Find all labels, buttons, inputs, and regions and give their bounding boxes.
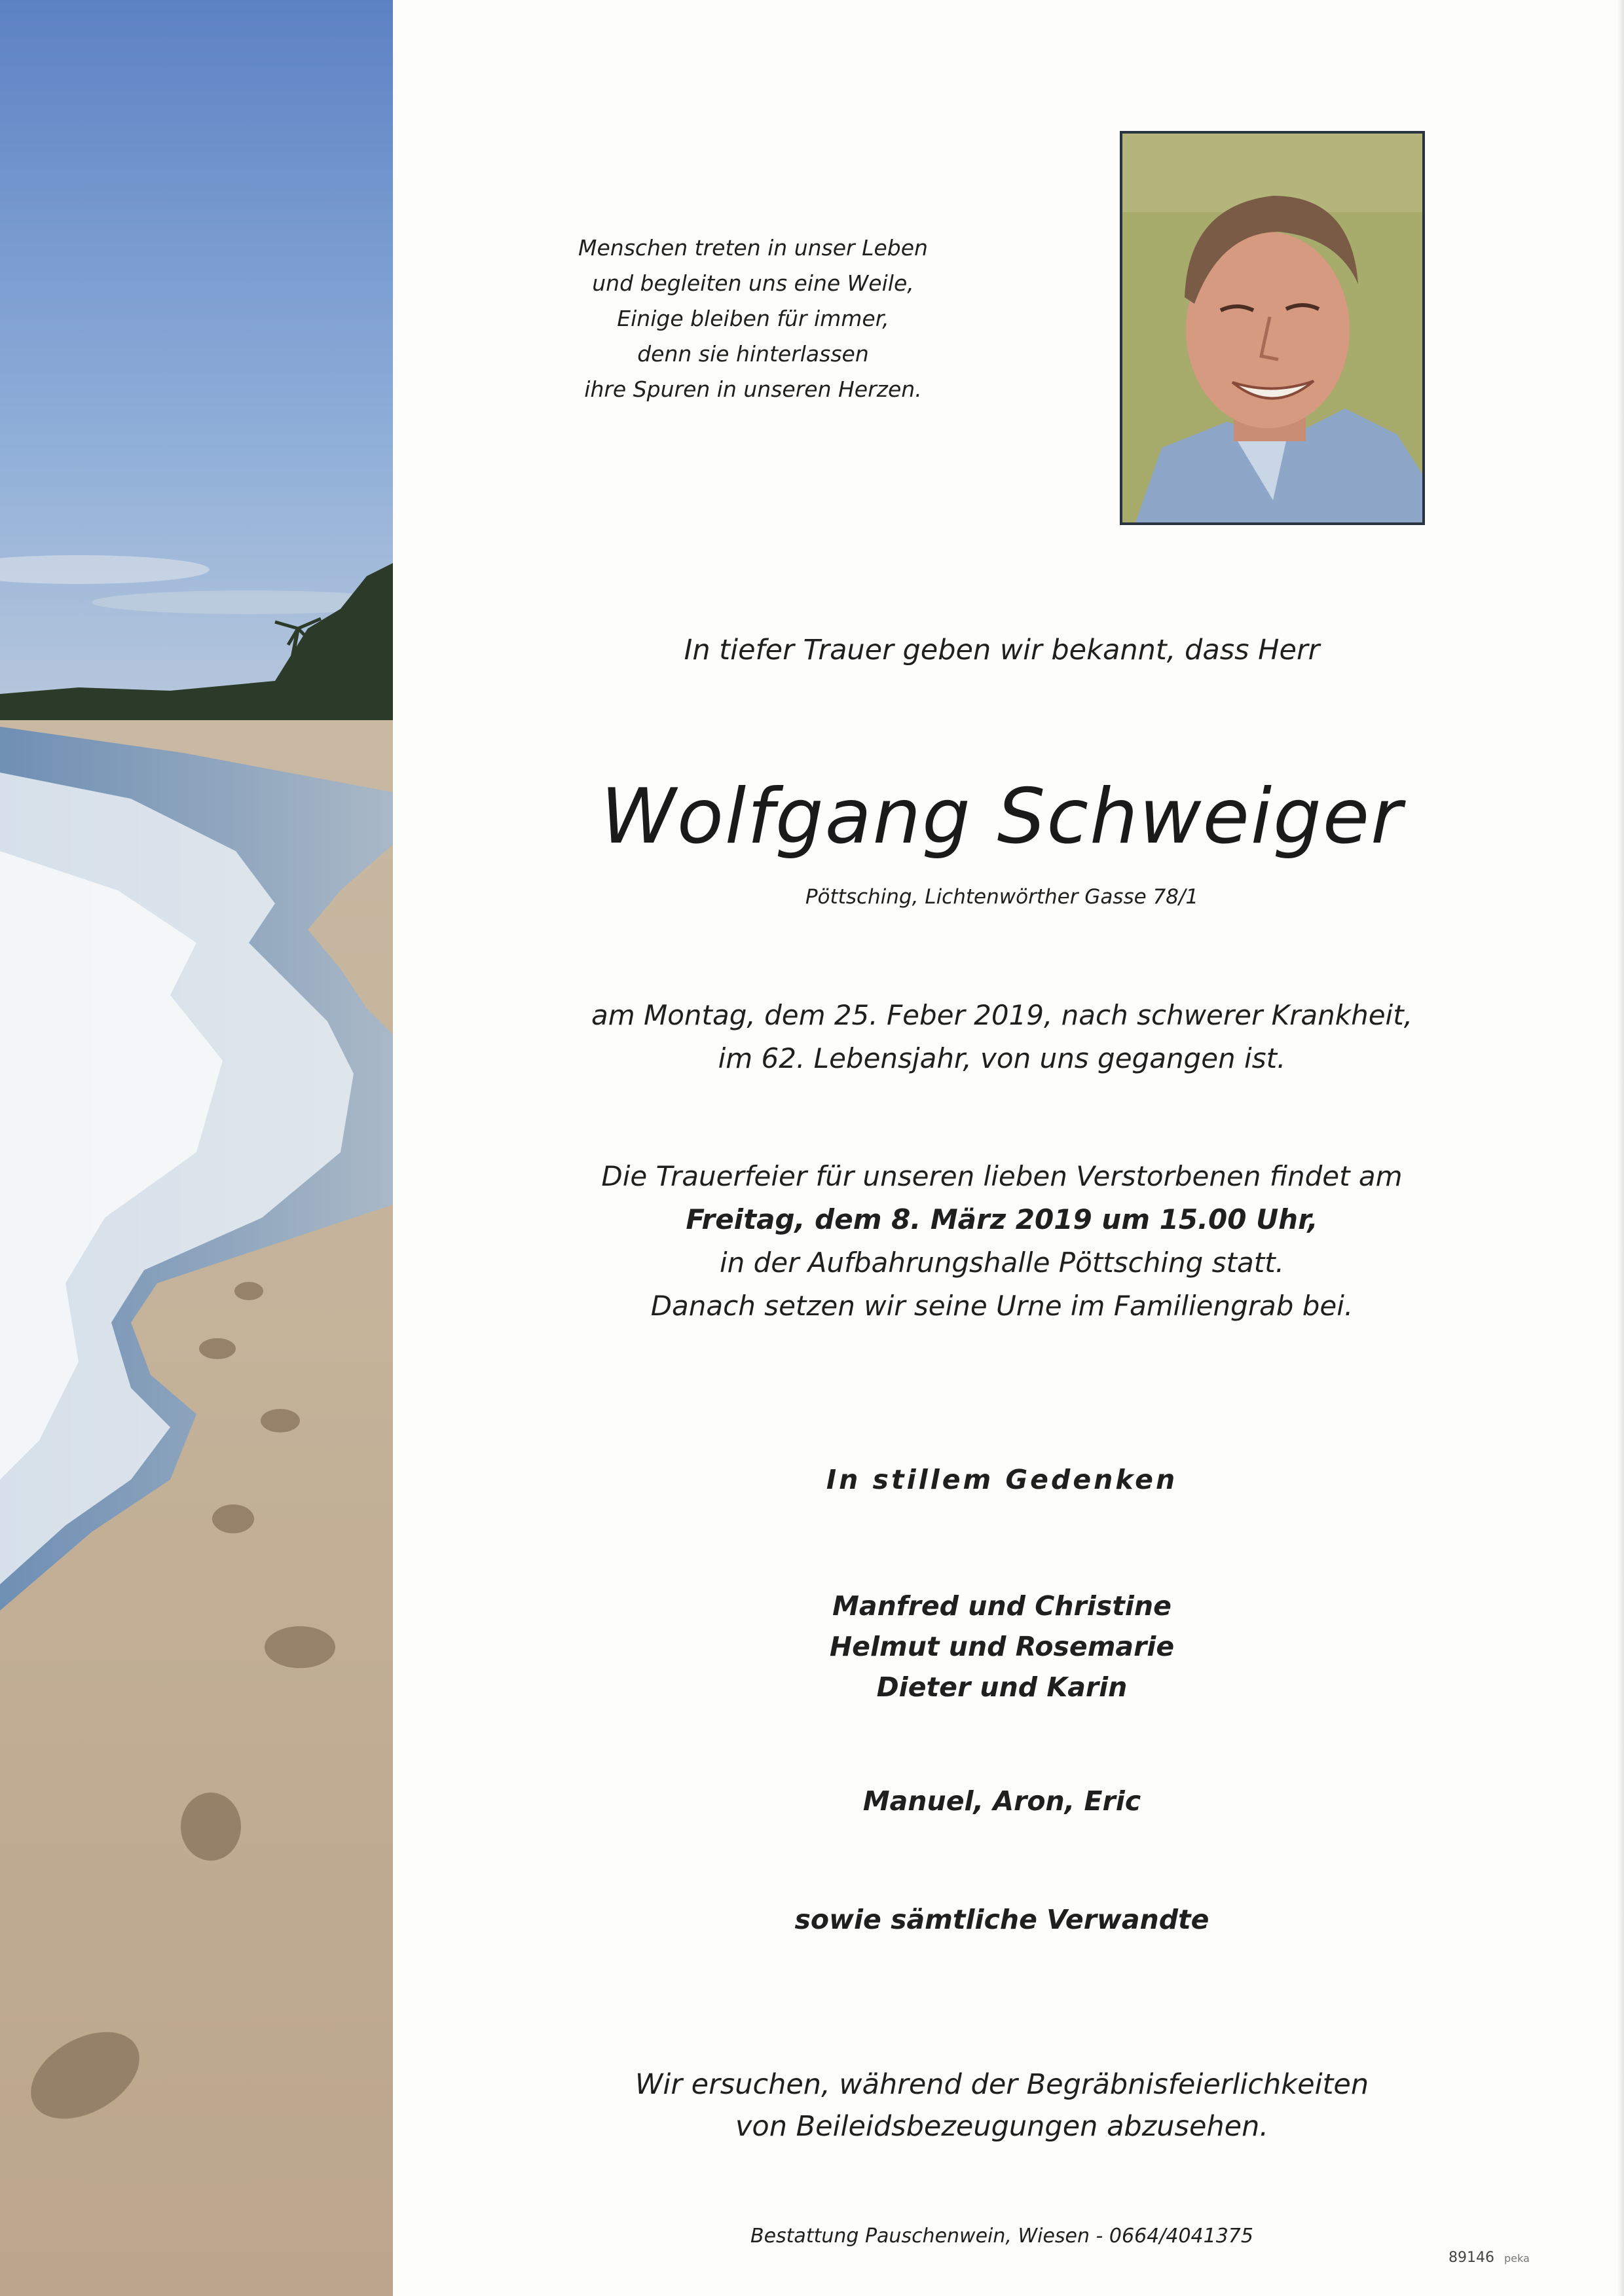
- print-code-number: 89146: [1449, 2250, 1494, 2266]
- family-member: Manfred und Christine: [832, 1590, 1172, 1622]
- undertaker-contact: Bestattung Pauschenwein, Wiesen - 0664/4041375: [750, 2225, 1253, 2248]
- grandchildren: Manuel, Aron, Eric: [862, 1785, 1141, 1817]
- service-date: Freitag, dem 8. März 2019 um 15.00 Uhr,: [686, 1203, 1318, 1235]
- family-member: Helmut und Rosemarie: [829, 1631, 1175, 1662]
- family-member: Dieter und Karin: [876, 1671, 1128, 1703]
- condolence-request: [471, 2064, 1532, 2147]
- page-edge-shadow: [1617, 0, 1624, 2296]
- motto-poem: [530, 230, 976, 407]
- announcement-intro: In tiefer Trauer geben wir bekannt, dass Herr: [684, 634, 1320, 666]
- portrait-photo: [1120, 131, 1425, 525]
- deceased-name: Wolfgang Schweiger: [600, 773, 1403, 861]
- death-line: am Montag, dem 25. Feber 2019, nach schwerer Krankheit,: [591, 999, 1413, 1031]
- print-code: [1449, 2250, 1530, 2266]
- funeral-service-info: [471, 1155, 1532, 1328]
- request-line: von Beileidsbezeugungen abzusehen.: [735, 2110, 1269, 2143]
- motto-line: Menschen treten in unser Leben: [578, 235, 928, 261]
- request-line: Wir ersuchen, während der Begräbnisfeierlichkeiten: [635, 2068, 1369, 2101]
- beach-footprints-image: [0, 0, 393, 2296]
- deceased-address: Pöttsching, Lichtenwörther Gasse 78/1: [805, 885, 1199, 909]
- motto-line: ihre Spuren in unseren Herzen.: [584, 376, 922, 402]
- memory-heading: In stillem Gedenken: [826, 1464, 1178, 1495]
- death-notice: [471, 994, 1532, 1080]
- service-line: in der Aufbahrungshalle Pöttsching statt.: [719, 1247, 1285, 1279]
- motto-line: denn sie hinterlassen: [637, 341, 869, 367]
- service-line: Die Trauerfeier für unseren lieben Verstorbenen findet am: [601, 1160, 1403, 1192]
- relatives: sowie sämtliche Verwandte: [794, 1904, 1209, 1935]
- printer-logo: peka: [1504, 2252, 1530, 2265]
- death-line: im 62. Lebensjahr, von uns gegangen ist.: [718, 1042, 1286, 1074]
- motto-line: und begleiten uns eine Weile,: [592, 270, 914, 296]
- service-line: Danach setzen wir seine Urne im Familiengrab bei.: [650, 1290, 1354, 1322]
- motto-line: Einige bleiben für immer,: [617, 306, 889, 331]
- family-list: [471, 1586, 1532, 1707]
